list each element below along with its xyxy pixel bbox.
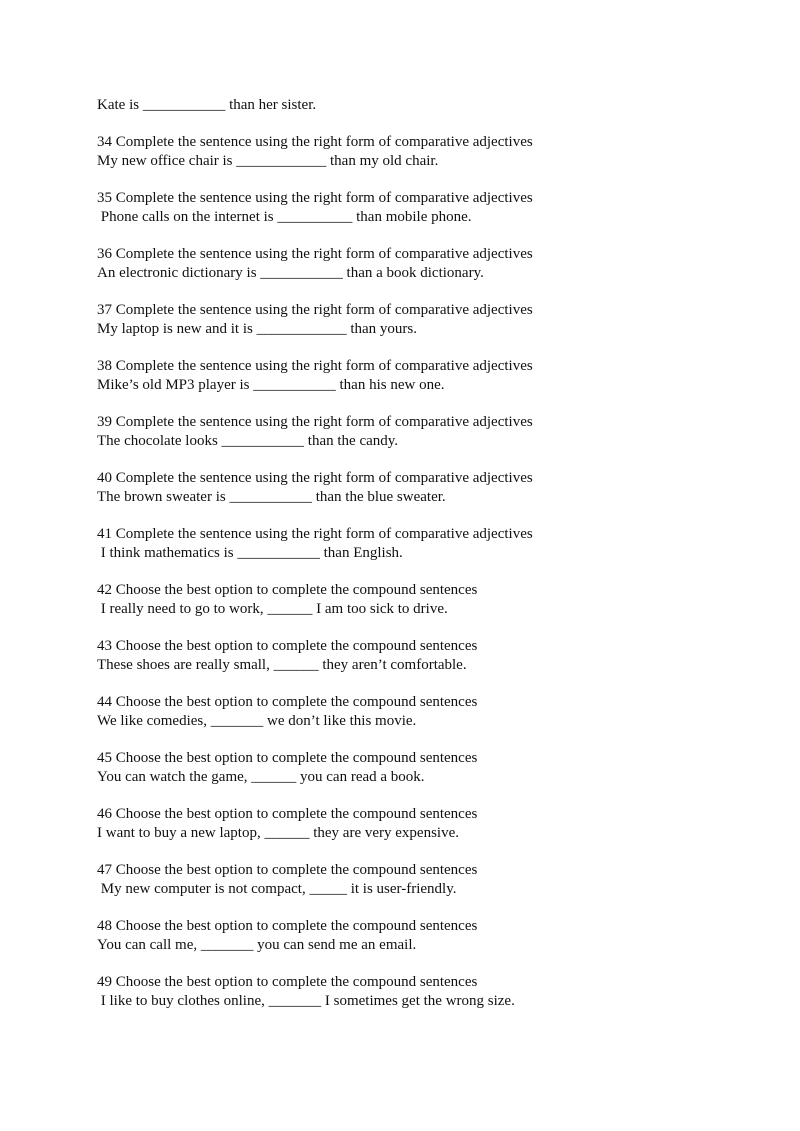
question-37 <box>97 301 757 339</box>
question-41 <box>97 525 757 563</box>
question-sentence: Phone calls on the internet is __________ than mobile phone. <box>97 209 472 225</box>
question-sentence: I really need to go to work, ______ I am too sick to drive. <box>97 601 448 617</box>
question-40 <box>97 469 757 507</box>
question-heading: 46 Choose the best option to complete the compound sentences <box>97 806 478 822</box>
question-sentence: The chocolate looks ___________ than the candy. <box>97 433 399 449</box>
question-36 <box>97 245 757 283</box>
worksheet-page <box>97 96 757 1029</box>
question-39 <box>97 413 757 451</box>
question-43 <box>97 637 757 675</box>
question-35 <box>97 189 757 227</box>
question-sentence: You can call me, _______ you can send me an email. <box>97 937 417 953</box>
question-heading: 39 Complete the sentence using the right form of comparative adjectives <box>97 414 533 430</box>
question-sentence: An electronic dictionary is ___________ than a book dictionary. <box>97 265 484 281</box>
question-sentence: My laptop is new and it is ____________ than yours. <box>97 321 417 337</box>
question-heading: 37 Complete the sentence using the right form of comparative adjectives <box>97 302 533 318</box>
question-46 <box>97 805 757 843</box>
question-49 <box>97 973 757 1011</box>
question-heading: 38 Complete the sentence using the right form of comparative adjectives <box>97 358 533 374</box>
question-sentence: The brown sweater is ___________ than the blue sweater. <box>97 489 446 505</box>
question-heading: 40 Complete the sentence using the right form of comparative adjectives <box>97 470 533 486</box>
question-sentence: Mike’s old MP3 player is ___________ than his new one. <box>97 377 445 393</box>
question-45 <box>97 749 757 787</box>
question-sentence: My new computer is not compact, _____ it is user-friendly. <box>97 881 457 897</box>
question-sentence: I want to buy a new laptop, ______ they are very expensive. <box>97 825 459 841</box>
question-heading: 44 Choose the best option to complete the compound sentences <box>97 694 478 710</box>
question-44 <box>97 693 757 731</box>
question-heading: 42 Choose the best option to complete the compound sentences <box>97 582 478 598</box>
question-heading: 47 Choose the best option to complete the compound sentences <box>97 862 478 878</box>
question-heading: 35 Complete the sentence using the right form of comparative adjectives <box>97 190 533 206</box>
question-heading: 43 Choose the best option to complete the compound sentences <box>97 638 478 654</box>
question-sentence: I like to buy clothes online, _______ I sometimes get the wrong size. <box>97 993 515 1009</box>
question-heading: 45 Choose the best option to complete the compound sentences <box>97 750 478 766</box>
question-sentence: We like comedies, _______ we don’t like this movie. <box>97 713 417 729</box>
intro-sentence: Kate is ___________ than her sister. <box>97 97 317 113</box>
question-heading: 34 Complete the sentence using the right form of comparative adjectives <box>97 134 533 150</box>
question-sentence: My new office chair is ____________ than my old chair. <box>97 153 439 169</box>
question-sentence: I think mathematics is ___________ than English. <box>97 545 403 561</box>
question-sentence: These shoes are really small, ______ they aren’t comfortable. <box>97 657 467 673</box>
question-heading: 49 Choose the best option to complete the compound sentences <box>97 974 478 990</box>
question-42 <box>97 581 757 619</box>
question-sentence: You can watch the game, ______ you can read a book. <box>97 769 425 785</box>
question-heading: 48 Choose the best option to complete the compound sentences <box>97 918 478 934</box>
question-heading: 41 Complete the sentence using the right form of comparative adjectives <box>97 526 533 542</box>
question-34 <box>97 133 757 171</box>
question-48 <box>97 917 757 955</box>
question-47 <box>97 861 757 899</box>
question-38 <box>97 357 757 395</box>
question-heading: 36 Complete the sentence using the right form of comparative adjectives <box>97 246 533 262</box>
